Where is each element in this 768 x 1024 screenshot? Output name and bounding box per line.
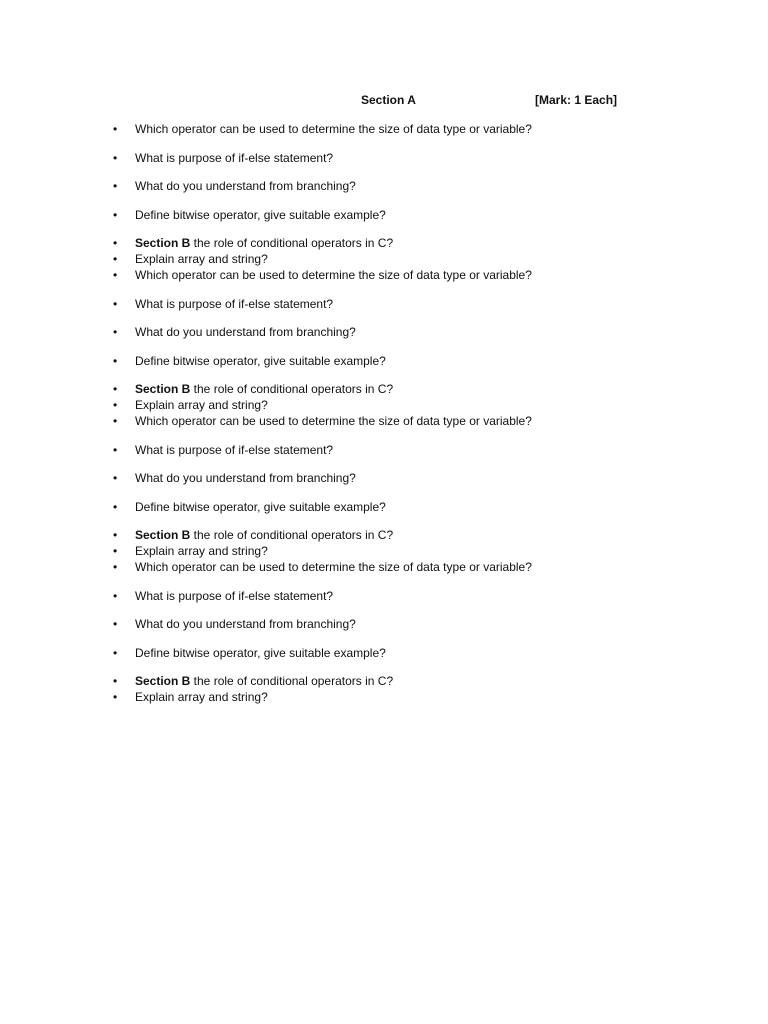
question-text: Explain array and string?: [135, 690, 268, 704]
question-text: Explain array and string?: [135, 398, 268, 412]
question-bold-prefix: Section B: [135, 528, 191, 542]
question-item: [0, 207, 768, 223]
question-item: [0, 673, 768, 689]
question-item: [0, 324, 768, 340]
question-item: [0, 616, 768, 632]
question-bold-prefix: Section B: [135, 674, 191, 688]
question-text: What do you understand from branching?: [135, 471, 356, 485]
question-item: [0, 251, 768, 267]
question-text: Explain array and string?: [135, 544, 268, 558]
question-text: What do you understand from branching?: [135, 325, 356, 339]
question-item: [0, 353, 768, 369]
question-item: [0, 235, 768, 251]
question-item: [0, 559, 768, 575]
section-title: Section A: [361, 93, 416, 107]
question-item: [0, 296, 768, 312]
question-text: What is purpose of if-else statement?: [135, 296, 334, 311]
question-item: [0, 527, 768, 543]
question-item: [0, 588, 768, 604]
question-item: [0, 645, 768, 661]
question-item: [0, 543, 768, 559]
question-item: [0, 267, 768, 283]
question-text: What is purpose of if-else statement?: [135, 442, 334, 457]
question-bold-prefix: Section B: [135, 236, 191, 250]
question-item: [0, 413, 768, 429]
question-item: [0, 150, 768, 166]
question-bold-prefix: Section B: [135, 382, 191, 396]
question-text: What do you understand from branching?: [135, 179, 356, 193]
question-text: Define bitwise operator, give suitable example?: [135, 645, 386, 660]
question-text: What is purpose of if-else statement?: [135, 588, 334, 603]
question-text: Explain array and string?: [135, 252, 268, 266]
question-text: Which operator can be used to determine the size of data type or variable?: [135, 268, 532, 282]
section-header: [0, 93, 768, 111]
question-text: the role of conditional operators in C?: [190, 236, 394, 250]
question-item: [0, 470, 768, 486]
question-item: [0, 397, 768, 413]
question-text: the role of conditional operators in C?: [190, 528, 394, 542]
question-text: Define bitwise operator, give suitable example?: [135, 207, 386, 222]
question-item: [0, 381, 768, 397]
question-item: [0, 499, 768, 515]
question-item: [0, 689, 768, 705]
question-text: Define bitwise operator, give suitable example?: [135, 353, 386, 368]
question-list: [0, 121, 768, 705]
question-text: Define bitwise operator, give suitable example?: [135, 499, 386, 514]
question-text: What is purpose of if-else statement?: [135, 150, 334, 165]
question-text: the role of conditional operators in C?: [190, 674, 394, 688]
question-item: [0, 121, 768, 137]
question-item: [0, 442, 768, 458]
question-text: Which operator can be used to determine the size of data type or variable?: [135, 414, 532, 428]
marks-label: [Mark: 1 Each]: [535, 93, 618, 107]
question-item: [0, 178, 768, 194]
question-text: What do you understand from branching?: [135, 617, 356, 631]
question-text: the role of conditional operators in C?: [190, 382, 394, 396]
question-text: Which operator can be used to determine the size of data type or variable?: [135, 560, 532, 574]
question-text: Which operator can be used to determine the size of data type or variable?: [135, 122, 532, 136]
